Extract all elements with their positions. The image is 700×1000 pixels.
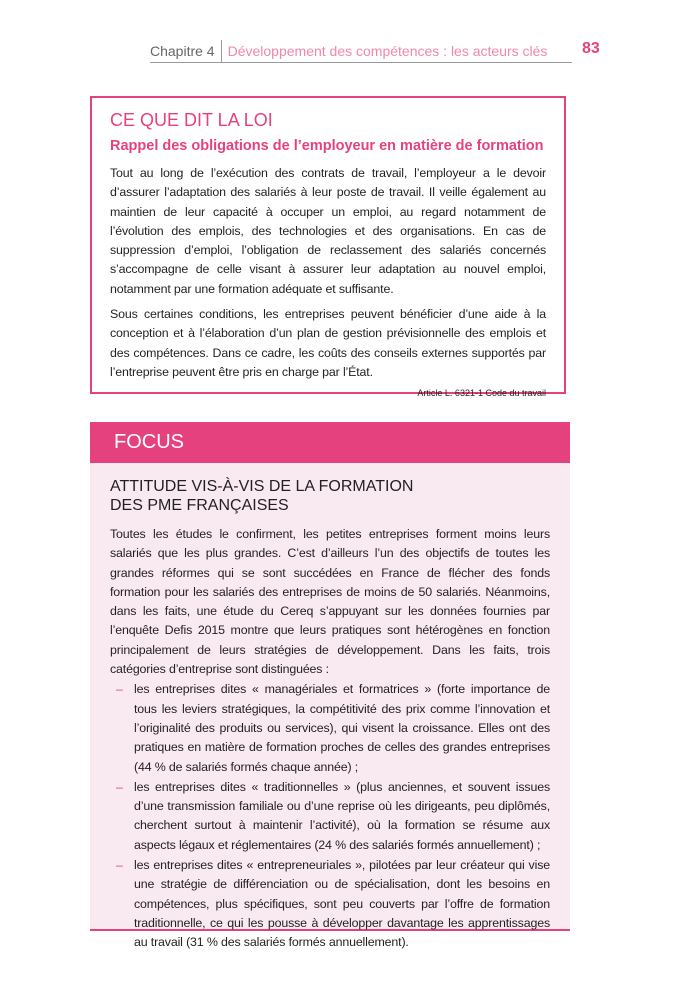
law-source: Article L. 6321-1 Code du travail <box>417 388 546 399</box>
focus-box <box>90 463 570 950</box>
law-box <box>90 96 566 399</box>
law-paragraph: Tout au long de l’exécution des contrats de travail, l’employeur a le devoir d’assurer l’adaptation des salariés à leur poste de travail. Il veille également au maintien de leur capacité à occuper un emploi, au regard notamment de l’évolution des emplois, des technologies et des organisations. En cas de suppression d’emploi, l’obligation de reclassement des salariés concernés s’accompagne de celle visant à assurer leur adaptation au nouvel emploi, notamment par une formation adéquate et suffisante. <box>110 166 546 296</box>
law-paragraph: Sous certaines conditions, les entreprises peuvent bénéficier d’une aide à la conception et à l’élaboration d’un plan de gestion prévisionnelle des emplois et des compétences. Dans ce cadre, les coûts des conseils externes supportés par l’entreprise peuvent être pris en charge par l’État. <box>110 307 546 379</box>
list-item <box>110 680 550 776</box>
focus-label: FOCUS <box>90 422 570 463</box>
dash-bullet: – <box>116 858 123 873</box>
law-box-subtitle: Rappel des obligations de l’employeur en matière de formation <box>110 138 544 154</box>
focus-title-line: ATTITUDE VIS-À-VIS DE LA FORMATION <box>110 478 414 495</box>
focus-title-line: DES PME FRANÇAISES <box>110 497 289 514</box>
list-item-text: les entreprises dites « traditionnelles » (plus anciennes, et souvent issues d’une transmission familiale ou d’une reprise où les dirigeants, peu diplômés, cherchent surtout à maintenir l’activité), où la formation se résume aux aspects légaux et réglementaires (24 % des salariés formés annuellement) ; <box>134 779 550 852</box>
list-item-text: les entreprises dites « entrepreneuriales », pilotées par leur créateur qui vise une stratégie de différenciation ou de spécialisation, dont les besoins en compétences, plus spécifiques, sont peu couverts par l’offre de formation traditionnelle, ce qui les pousse à développer davantage les apprentissages au travail (31 % des salariés formés annuellement). <box>134 858 550 950</box>
running-header <box>150 40 572 63</box>
page-number: 83 <box>582 40 600 57</box>
dash-bullet: – <box>116 779 123 794</box>
dash-bullet: – <box>116 682 123 697</box>
list-item-text: les entreprises dites « managériales et formatrices » (forte importance de tous les leviers stratégiques, la compétitivité des prix comme l’innovation et l’originalité des produits ou services), qui visent la croissance. Elles ont des pratiques en matière de formation proches de celles des grandes entreprises (44 % de salariés formés chaque année) ; <box>134 682 550 774</box>
chapter-label: Chapitre 4 <box>150 40 222 62</box>
focus-list <box>110 680 550 952</box>
chapter-title: Développement des compétences : les acteurs clés <box>227 43 548 59</box>
focus-title <box>110 477 550 515</box>
list-item <box>110 778 550 855</box>
list-item <box>110 856 550 952</box>
law-box-label: CE QUE DIT LA LOI <box>110 110 273 130</box>
focus-intro: Toutes les études le confirment, les petites entreprises forment moins leurs salariés que les plus grandes. C’est d’ailleurs l’un des objectifs de toutes les grandes réformes qui se sont succédées en France de flécher des fonds formation pour les salariés des entreprises de moins de 50 salariés. Néanmoins, dans les faits, une étude du Cereq s’appuyant sur les données fournies par l’enquête Defis 2015 montre que leurs pratiques sont hétérogènes en fonction principalement de leurs stratégies de développement. Dans les faits, trois catégories d’entreprise sont distinguées : <box>110 527 550 677</box>
